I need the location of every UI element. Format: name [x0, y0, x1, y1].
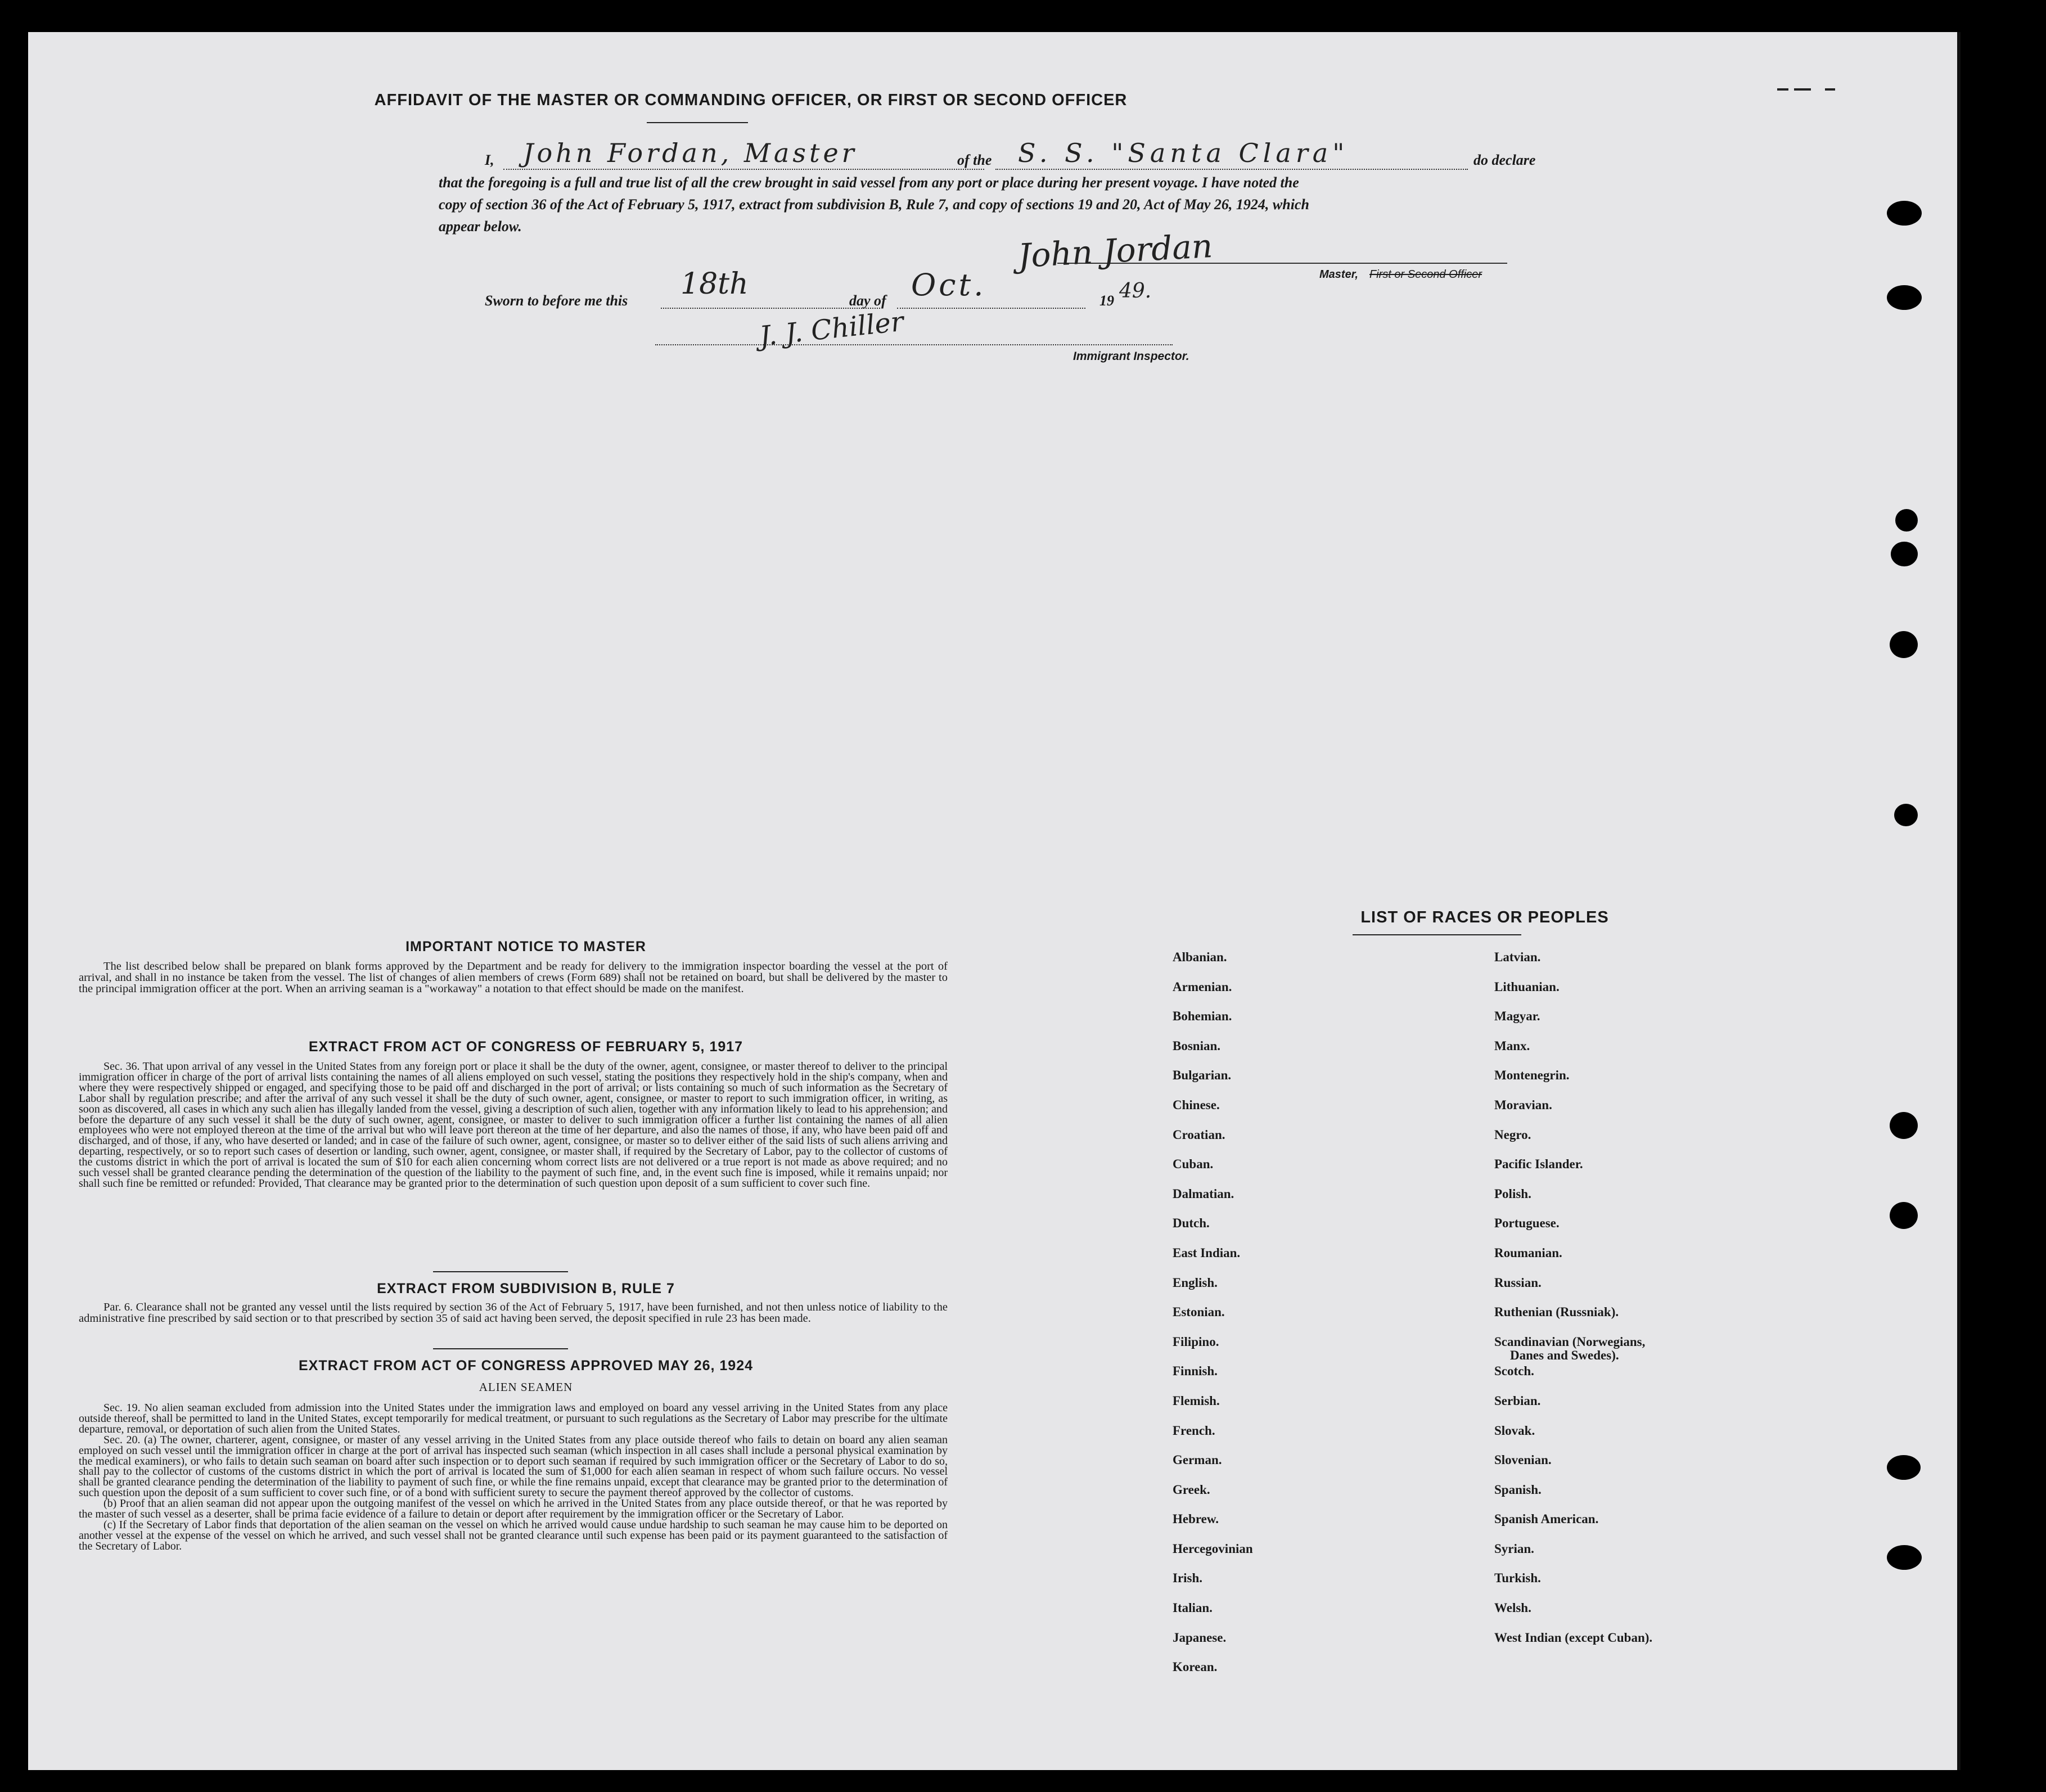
- punch-hole: [1887, 285, 1922, 310]
- race-item: Irish.: [1173, 1571, 1203, 1586]
- race-item: Filipino.: [1173, 1334, 1219, 1349]
- race-item: Syrian.: [1494, 1541, 1534, 1556]
- month-handwritten: Oct.: [911, 267, 986, 303]
- day-of-label: day of: [849, 292, 886, 309]
- sec-20b-paragraph: (b) Proof that an alien seaman did not appear upon the outgoing manifest of the vessel on which he arrived in the United States from any place outside thereof, or that he was reported by the master of such vessel as a deserter, shall be prima facie evidence of a failure to detain or deport after requirement by the immigration officer or the Secretary of Labor.: [79, 1497, 948, 1521]
- punch-hole: [1890, 1112, 1918, 1139]
- punch-hole: [1887, 1455, 1921, 1480]
- races-right-column: [1494, 950, 1652, 1660]
- race-item: Manx.: [1494, 1038, 1530, 1053]
- race-item: Portuguese.: [1494, 1216, 1560, 1231]
- extract-1924-text: [79, 1403, 948, 1552]
- do-declare-label: do declare: [1473, 152, 1536, 168]
- title-rule: [647, 122, 748, 123]
- race-item: Croatian.: [1173, 1127, 1225, 1142]
- notice-title: IMPORTANT NOTICE TO MASTER: [405, 939, 646, 954]
- race-item: Turkish.: [1494, 1571, 1541, 1586]
- race-item: Welsh.: [1494, 1601, 1531, 1615]
- race-item: Scandinavian (Norwegians, Danes and Swedes).: [1494, 1334, 1646, 1362]
- race-item: Negro.: [1494, 1127, 1531, 1142]
- section-divider: [433, 1271, 568, 1272]
- race-item: Polish.: [1494, 1186, 1531, 1201]
- master-name-handwritten: John Fordan, Master: [523, 138, 858, 168]
- sec-20c-paragraph: (c) If the Secretary of Labor finds that deportation of the alien seaman on the vessel on which he arrived would cause undue hardship to such seaman he may cause him to be deported on another vessel at the expense of the vessel on which he arrived, and such vessel shall not be granted clearance until such expense has been paid or its payment guaranteed to the satisfaction of the Secretary of Labor.: [79, 1518, 948, 1552]
- struck-officer-label: First or Second Officer: [1369, 268, 1482, 281]
- race-item: Slovenian.: [1494, 1453, 1552, 1467]
- vessel-name-handwritten: S. S. "Santa Clara": [1018, 138, 1349, 168]
- alien-seamen-subtitle: ALIEN SEAMEN: [479, 1380, 573, 1394]
- i-label: I,: [485, 152, 494, 168]
- day-line: [661, 308, 880, 309]
- race-item: Montenegrin.: [1494, 1068, 1570, 1083]
- inspector-signature: J. J. Chiller: [758, 305, 905, 353]
- corner-mark: [1794, 88, 1811, 91]
- extract-1917-title: EXTRACT FROM ACT OF CONGRESS OF FEBRUARY 5, 1917: [308, 1039, 743, 1055]
- notice-text: [79, 961, 948, 994]
- race-item: Serbian.: [1494, 1393, 1541, 1408]
- race-item: French.: [1173, 1423, 1215, 1438]
- affidavit-body-line-1: that the foregoing is a full and true list of all the crew brought in said vessel from any port or place during her present voyage. I have noted the: [439, 174, 1299, 191]
- month-line: [897, 308, 1085, 309]
- sec-36-paragraph: Sec. 36. That upon arrival of any vessel in the United States from any foreign port or place it shall be the duty of the owner, agent, consignee, or master thereof to deliver to the principal immigration officer in charge of the port of arrival lists containing the names of all aliens employed on such vessel, stating the positions they respectively hold in the ship's company, when and where they were respectively shipped or engaged, and specifying those to be paid off and discharged in the port of arrival; or lists containing so much of such information as the Secretary of Labor shall by regulation prescribe; and after the arrival of any such vessel it shall be the duty of such owner, agent, consignee, or master to report to such immigration officer, in writing, as soon as discovered, all cases in which any such alien has illegally landed from the vessel, giving a description of such alien, together with any information likely to lead to his apprehension; and before the departure of any such vessel it shall be the duty of such owner, agent, consignee, or master to deliver to such immigration officer a further list containing the names of all alien employees who were not employed thereon at the time of the arrival but who will leave port thereon at the time of her departure, and also the names of those, if any, who have been paid off and discharged, and of those, if any, who have deserted or landed; and in case of the failure of such owner, agent, consignee, or master so to deliver either of the said lists of such aliens arriving and departing, respectively, or so to report such cases of desertion or landing, such owner, agent, consignee, or master shall, if required by the Secretary of Labor, pay to the collector of customs of the customs district in which the port of arrival is located the sum of $10 for each alien concerning whom correct lists are not delivered or a true report is not made as above required; and no such vessel shall be granted clearance pending the determination of the question of the liability to the payment of such fine, and, in the event such fine is imposed, while it remains unpaid; nor shall such fine be remitted or refunded: Provided, That clearance may be granted prior to the determination of such question upon deposit of a sum sufficient to cover such fine.: [79, 1060, 948, 1190]
- race-item: Spanish.: [1494, 1482, 1542, 1497]
- section-divider: [433, 1348, 568, 1349]
- race-item: Albanian.: [1173, 950, 1227, 964]
- affidavit-body-line-3: appear below.: [439, 218, 522, 235]
- race-item: Bohemian.: [1173, 1009, 1232, 1024]
- race-item: Estonian.: [1173, 1305, 1225, 1320]
- extract-rule7-text: [79, 1302, 948, 1324]
- sec-20a-paragraph: Sec. 20. (a) The owner, charterer, agent, consignee, or master of any vessel arriving in the United States from any place outside thereof who fails to detain on board any alien seaman employed on such vessel until the immigration officer in charge at the port of arrival has inspected such seaman (which inspection in all cases shall include a personal physical examination by the medical examiners), or who fails to detain such seaman on board after such inspection or to deport such seaman if required by such immigration officer or the Secretary of Labor to do so, shall pay to the collector of customs of the customs district in which the port of arrival is located the sum of $1,000 for each alien seaman in respect of whom such failure occurs. No vessel shall be granted clearance pending the determination of the liability to payment of such fine, or while the fine remains unpaid, except that clearance may be granted prior to the determination of such question upon the deposit of a sum sufficient to cover such fine, or of a bond with sufficient surety to secure the payment thereof approved by the collector of customs.: [79, 1433, 948, 1500]
- race-item: Hebrew.: [1173, 1512, 1219, 1527]
- affidavit-body-line-2: copy of section 36 of the Act of February 5, 1917, extract from subdivision B, Rule 7, and copy of sections 19 and 20, Act of May 26, 1924, which: [439, 196, 1309, 213]
- corner-mark: [1825, 88, 1835, 91]
- race-item: Chinese.: [1173, 1097, 1220, 1112]
- race-item: English.: [1173, 1275, 1218, 1290]
- race-item: East Indian.: [1173, 1245, 1241, 1260]
- race-item: Japanese.: [1173, 1630, 1227, 1645]
- race-item: Spanish American.: [1494, 1512, 1599, 1527]
- race-item: Pacific Islander.: [1494, 1157, 1583, 1172]
- race-item: Bulgarian.: [1173, 1068, 1232, 1083]
- par-6-paragraph: Par. 6. Clearance shall not be granted any vessel until the lists required by section 36 of the Act of February 5, 1917, have been furnished, and not then unless notice of liability to the administrative fine prescribed by said section or to that prescribed by section 35 of said act having been served, the deposit specified in rule 23 has been made.: [79, 1301, 948, 1325]
- year-prefix: 19: [1099, 292, 1114, 309]
- race-item: Latvian.: [1494, 950, 1541, 964]
- year-handwritten: 49.: [1119, 280, 1152, 303]
- extract-1924-title: EXTRACT FROM ACT OF CONGRESS APPROVED MAY 26, 1924: [298, 1358, 754, 1374]
- race-item: Slovak.: [1494, 1423, 1535, 1438]
- punch-hole: [1887, 1545, 1922, 1570]
- race-item: Bosnian.: [1173, 1038, 1221, 1053]
- document-sheet: [28, 32, 1961, 1770]
- sworn-label: Sworn to before me this: [485, 292, 628, 309]
- race-item: Finnish.: [1173, 1364, 1218, 1379]
- race-item: Magyar.: [1494, 1009, 1540, 1024]
- extract-rule7-title: EXTRACT FROM SUBDIVISION B, RULE 7: [377, 1281, 675, 1296]
- punch-hole: [1895, 509, 1918, 532]
- punch-hole: [1891, 542, 1918, 566]
- master-signature: John Jordan: [1017, 226, 1214, 276]
- race-item: Hercegovinian: [1173, 1541, 1253, 1556]
- punch-hole: [1894, 804, 1918, 826]
- punch-hole: [1887, 201, 1922, 226]
- punch-hole: [1890, 631, 1918, 658]
- master-label: Master,: [1319, 268, 1358, 281]
- race-item: Moravian.: [1494, 1097, 1552, 1112]
- day-handwritten: 18th: [681, 267, 749, 301]
- race-item: German.: [1173, 1453, 1222, 1467]
- race-item: Flemish.: [1173, 1393, 1220, 1408]
- race-item: Cuban.: [1173, 1157, 1214, 1172]
- race-item: West Indian (except Cuban).: [1494, 1630, 1653, 1645]
- race-item: Scotch.: [1494, 1364, 1534, 1379]
- races-title: LIST OF RACES OR PEOPLES: [1360, 908, 1609, 926]
- race-item: Russian.: [1494, 1275, 1542, 1290]
- affidavit-title: AFFIDAVIT OF THE MASTER OR COMMANDING OFFICER, OR FIRST OR SECOND OFFICER: [374, 91, 1128, 109]
- inspector-label: Immigrant Inspector.: [1073, 350, 1189, 363]
- race-item: Armenian.: [1173, 979, 1232, 994]
- race-item: Dutch.: [1173, 1216, 1210, 1231]
- of-the-label: of the: [957, 152, 992, 168]
- notice-paragraph: The list described below shall be prepared on blank forms approved by the Department and be ready for delivery to the immigration inspector boarding the vessel at the port of arrival, and shall in no instance be taken from the vessel. The list of changes of alien members of crews (Form 689) shall not be retained on board, but shall be delivered by the master to the principal immigration officer at the port. When an arriving seaman is a "workaway" a notation to that effect should be made on the manifest.: [79, 960, 948, 995]
- extract-1917-text: [79, 1061, 948, 1189]
- races-title-rule: [1353, 934, 1521, 935]
- race-item: Italian.: [1173, 1601, 1213, 1615]
- race-item-continuation: Danes and Swedes).: [1510, 1348, 1619, 1362]
- vessel-line: [995, 169, 1468, 170]
- punch-hole: [1890, 1202, 1918, 1229]
- corner-mark: [1777, 88, 1788, 91]
- sec-19-paragraph: Sec. 19. No alien seaman excluded from admission into the United States under the immigration laws and employed on board any vessel arriving in the United States from any place outside thereof, shall be permitted to land in the United States, except temporarily for medical treatment, or pursuant to such regulations as the Secretary of Labor may prescribe for the ultimate departure, removal, or deportation of such alien from the United States.: [79, 1402, 948, 1435]
- race-item: Greek.: [1173, 1482, 1210, 1497]
- race-item: Roumanian.: [1494, 1245, 1562, 1260]
- race-item: Lithuanian.: [1494, 979, 1560, 994]
- name-line: [503, 169, 984, 170]
- inspector-line: [655, 344, 1173, 345]
- race-item: Korean.: [1173, 1660, 1218, 1674]
- race-item: Dalmatian.: [1173, 1186, 1234, 1201]
- race-item: Ruthenian (Russniak).: [1494, 1305, 1619, 1320]
- races-left-column: [1173, 950, 1253, 1690]
